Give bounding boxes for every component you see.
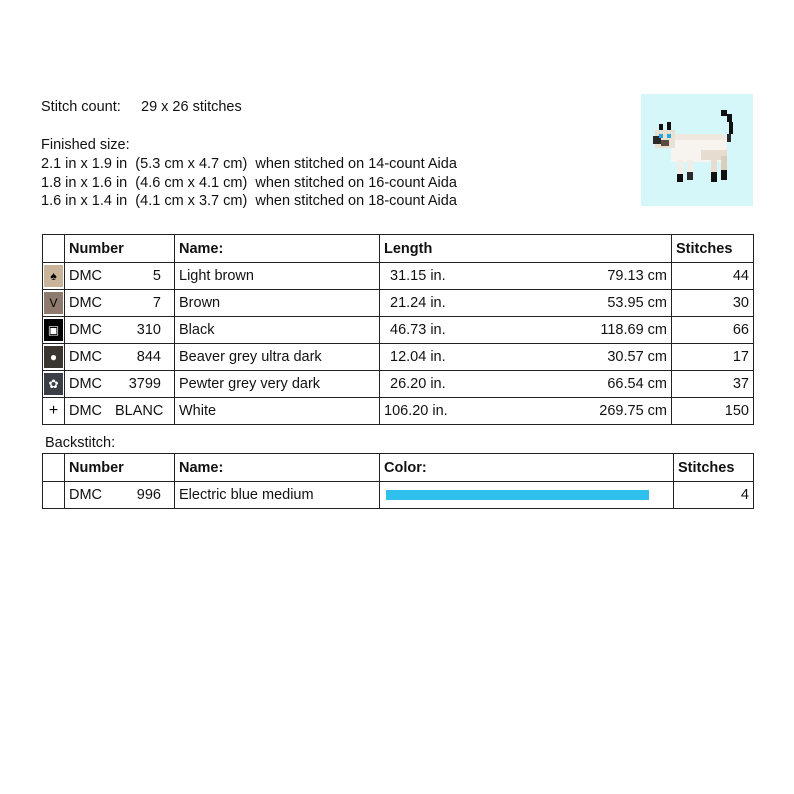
header-name: Name:	[175, 235, 380, 263]
length-inches: 26.20 in.	[390, 376, 446, 392]
header-number: Number	[65, 235, 175, 263]
name-cell: Beaver grey ultra dark	[175, 344, 380, 371]
number-cell	[65, 317, 175, 344]
brand: DMC	[69, 487, 103, 503]
circle-icon: ●	[44, 346, 63, 368]
number-cell	[65, 398, 175, 425]
color-cell	[380, 482, 674, 509]
length-cm: 30.57 cm	[607, 349, 667, 365]
length-cm: 66.54 cm	[607, 376, 667, 392]
stitches-cell: 44	[672, 263, 754, 290]
length-cell	[380, 317, 672, 344]
table-row	[43, 371, 754, 398]
stitches-cell: 37	[672, 371, 754, 398]
length-cm: 79.13 cm	[607, 268, 667, 284]
brand: DMC	[69, 268, 103, 284]
code: 5	[152, 268, 161, 284]
code: BLANC	[115, 403, 164, 419]
plus-icon: +	[44, 400, 63, 422]
stitches-cell: 4	[674, 482, 754, 509]
header-stitches: Stitches	[672, 235, 754, 263]
name-cell: Electric blue medium	[175, 482, 380, 509]
finished-size-18: 1.6 in x 1.4 in (4.1 cm x 3.7 cm) when stitched on 18-count Aida	[41, 193, 457, 209]
header-number: Number	[65, 454, 175, 482]
brand: DMC	[69, 376, 103, 392]
length-cell	[380, 371, 672, 398]
symbol-cell	[43, 290, 65, 317]
name-cell: Brown	[175, 290, 380, 317]
code: 310	[136, 322, 161, 338]
header-length: Length	[380, 235, 672, 263]
number-cell	[65, 482, 175, 509]
table-row	[43, 344, 754, 371]
stitches-cell: 17	[672, 344, 754, 371]
table-row	[43, 263, 754, 290]
length-cell	[380, 398, 672, 425]
name-cell: Black	[175, 317, 380, 344]
number-cell	[65, 371, 175, 398]
v-icon: V	[44, 292, 63, 314]
symbol-cell	[43, 344, 65, 371]
header-symbol	[43, 454, 65, 482]
number-cell	[65, 344, 175, 371]
stitches-cell: 150	[672, 398, 754, 425]
number-cell	[65, 290, 175, 317]
name-cell: White	[175, 398, 380, 425]
symbol-cell	[43, 398, 65, 425]
code: 3799	[128, 376, 161, 392]
siamese-cat-icon	[641, 94, 753, 206]
name-cell: Pewter grey very dark	[175, 371, 380, 398]
length-inches: 21.24 in.	[390, 295, 446, 311]
symbol-cell	[43, 482, 65, 509]
length-cm: 118.69 cm	[600, 322, 667, 338]
thread-table-header	[43, 235, 754, 263]
symbol-cell	[43, 371, 65, 398]
finished-size-16: 1.8 in x 1.6 in (4.6 cm x 4.1 cm) when stitched on 16-count Aida	[41, 175, 457, 191]
header-name: Name:	[175, 454, 380, 482]
spade-icon: ♠	[44, 265, 63, 287]
length-inches: 31.15 in.	[390, 268, 446, 284]
backstitch-table	[42, 453, 754, 509]
backstitch-table-header	[43, 454, 754, 482]
header-symbol	[43, 235, 65, 263]
length-cell	[380, 290, 672, 317]
brand: DMC	[69, 403, 103, 419]
stitch-count-label: Stitch count:	[41, 99, 121, 115]
length-cm: 269.75 cm	[599, 403, 667, 419]
symbol-cell	[43, 263, 65, 290]
finished-size-label: Finished size:	[41, 137, 130, 153]
code: 844	[136, 349, 161, 365]
table-row	[43, 482, 754, 509]
table-row	[43, 290, 754, 317]
symbol-cell	[43, 317, 65, 344]
brand: DMC	[69, 349, 103, 365]
table-row	[43, 398, 754, 425]
finished-size-14: 2.1 in x 1.9 in (5.3 cm x 4.7 cm) when stitched on 14-count Aida	[41, 156, 457, 172]
brand: DMC	[69, 322, 103, 338]
table-row	[43, 317, 754, 344]
length-inches: 106.20 in.	[384, 403, 448, 419]
header-stitches: Stitches	[674, 454, 754, 482]
backstitch-label: Backstitch:	[45, 435, 116, 451]
header-color: Color:	[380, 454, 674, 482]
length-inches: 12.04 in.	[390, 349, 446, 365]
square-icon: ▣	[44, 319, 63, 341]
stitches-cell: 30	[672, 290, 754, 317]
flower-icon: ✿	[44, 373, 63, 395]
length-cell	[380, 344, 672, 371]
number-cell	[65, 263, 175, 290]
stitches-cell: 66	[672, 317, 754, 344]
code: 7	[152, 295, 161, 311]
pattern-preview-image	[641, 94, 753, 206]
thread-table	[42, 234, 754, 425]
code: 996	[136, 487, 161, 503]
color-swatch	[386, 490, 649, 500]
stitch-count-value: 29 x 26 stitches	[141, 99, 242, 115]
length-cell	[380, 263, 672, 290]
length-cm: 53.95 cm	[607, 295, 667, 311]
brand: DMC	[69, 295, 103, 311]
name-cell: Light brown	[175, 263, 380, 290]
length-inches: 46.73 in.	[390, 322, 446, 338]
